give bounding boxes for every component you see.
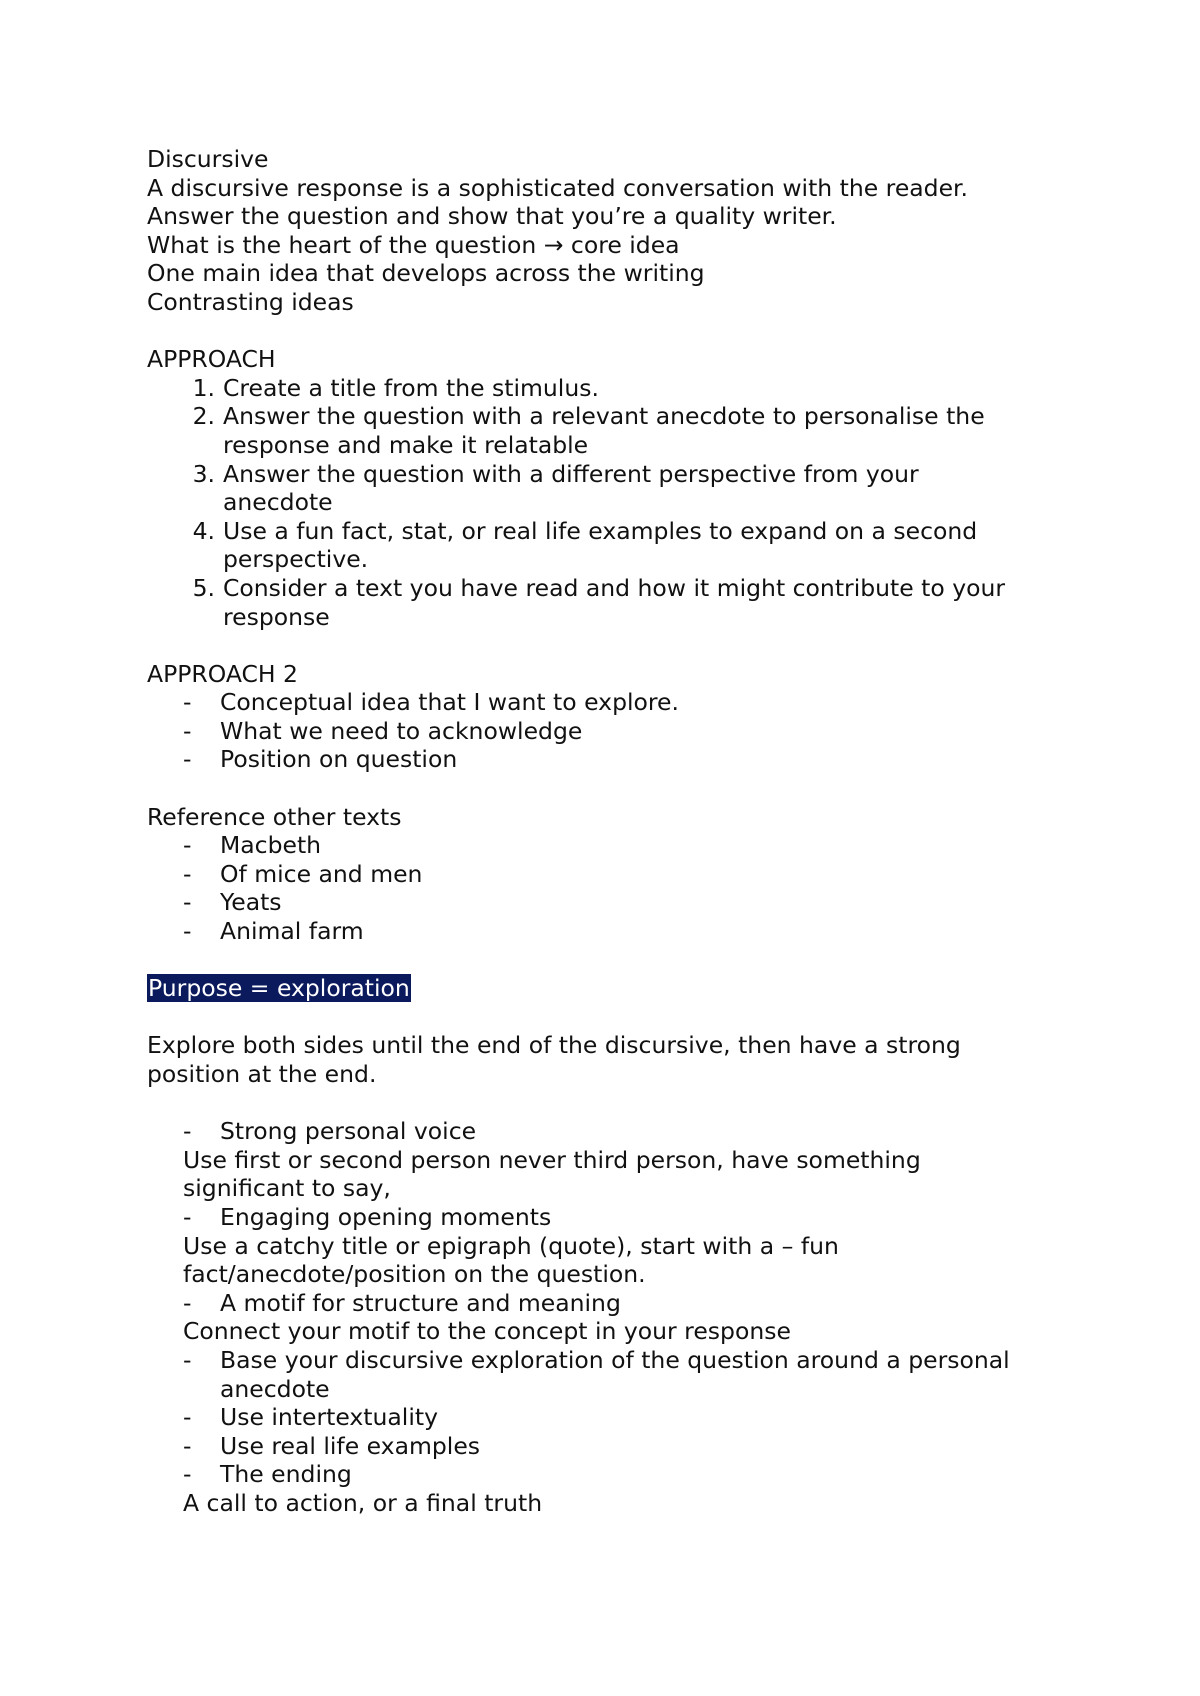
list-item: [147, 1346, 1067, 1403]
list-number: 3.: [192, 459, 215, 488]
list-item: [147, 1203, 1067, 1232]
intro-line: One main idea that develops across the writing: [147, 259, 705, 288]
spacer: [147, 1089, 1067, 1118]
dash-marker: -: [183, 888, 192, 917]
feature-description: Connect your motif to the concept in your response: [183, 1317, 791, 1346]
list-item: [147, 460, 1067, 517]
references-heading: Reference other texts: [147, 802, 402, 831]
dash-marker: -: [183, 917, 192, 946]
dash-marker: -: [183, 1202, 192, 1231]
list-item: [147, 1432, 1067, 1461]
explore-paragraph: Explore both sides until the end of the discursive, then have a strong position at the end.: [147, 1031, 961, 1088]
list-item: [147, 688, 1067, 717]
list-item-text: A motif for structure and meaning: [220, 1288, 621, 1317]
dash-marker: -: [183, 1431, 192, 1460]
list-item-text: Animal farm: [220, 917, 364, 946]
dash-marker: -: [183, 1117, 192, 1146]
list-item: [147, 1460, 1067, 1489]
list-item-text: Create a title from the stimulus.: [223, 373, 599, 402]
intro-line: What is the heart of the question → core idea: [147, 230, 680, 259]
list-item-text: Of mice and men: [220, 859, 423, 888]
purpose-highlight: Purpose = exploration: [148, 974, 410, 1003]
approach2-heading: APPROACH 2: [147, 659, 298, 688]
spacer: [147, 1003, 1067, 1032]
dash-marker: -: [183, 1460, 192, 1489]
list-item-text: The ending: [220, 1460, 352, 1489]
feature-description: Use a catchy title or epigraph (quote), start with a – fun fact/anecdote/position on the question.: [183, 1231, 839, 1289]
list-item: [147, 574, 1067, 631]
dash-marker: -: [183, 688, 192, 717]
list-item-text: Position on question: [220, 745, 458, 774]
references-section: [147, 803, 1067, 946]
list-item-text: Engaging opening moments: [220, 1202, 552, 1231]
list-item: [147, 831, 1067, 860]
list-item-text: Consider a text you have read and how it might contribute to your response: [223, 573, 1006, 631]
features-section: [147, 1117, 1067, 1517]
intro-line: A discursive response is a sophisticated conversation with the reader.: [147, 173, 969, 202]
list-number: 2.: [192, 402, 215, 431]
dash-marker: -: [183, 1403, 192, 1432]
list-item-text: Macbeth: [220, 831, 322, 860]
approach-numbered-list: [147, 374, 1067, 631]
list-item-text: Use a fun fact, stat, or real life examples to expand on a second perspective.: [223, 516, 978, 574]
list-item-text: Conceptual idea that I want to explore.: [220, 688, 679, 717]
feature-description: A call to action, or a final truth: [183, 1488, 543, 1517]
list-item-text: Strong personal voice: [220, 1117, 477, 1146]
spacer: [147, 774, 1067, 803]
approach2-section: [147, 660, 1067, 774]
document-heading: Discursive: [147, 145, 269, 173]
feature-description: Use first or second person never third person, have something significant to say,: [183, 1145, 921, 1203]
list-item: [147, 402, 1067, 459]
list-item-text: Yeats: [220, 888, 282, 917]
purpose-line: [147, 974, 1067, 1003]
list-item-text: Answer the question with a different perspective from your anecdote: [223, 459, 919, 517]
approach-heading: APPROACH: [147, 345, 276, 374]
document-page: [147, 145, 1067, 1518]
list-item-text: Base your discursive exploration of the question around a personal anecdote: [220, 1345, 1010, 1403]
list-item: [147, 1403, 1067, 1432]
spacer: [147, 631, 1067, 660]
dash-marker: -: [183, 1288, 192, 1317]
list-item-text: Answer the question with a relevant anecdote to personalise the response and make it relatable: [223, 402, 985, 459]
list-item: [147, 860, 1067, 889]
dash-marker: -: [183, 745, 192, 774]
intro-line: Contrasting ideas: [147, 287, 354, 316]
list-number: 4.: [192, 516, 215, 545]
list-item: [147, 717, 1067, 746]
list-item: [147, 745, 1067, 774]
spacer: [147, 946, 1067, 975]
list-item-text: What we need to acknowledge: [220, 716, 583, 745]
list-item: [147, 888, 1067, 917]
list-item: [147, 1289, 1067, 1318]
list-item-text: Use real life examples: [220, 1431, 481, 1460]
spacer: [147, 317, 1067, 346]
dash-marker: -: [183, 1345, 192, 1374]
list-item: [147, 1117, 1067, 1146]
intro-line: Answer the question and show that you’re a quality writer.: [147, 202, 837, 231]
list-item: [147, 917, 1067, 946]
list-number: 1.: [192, 373, 215, 402]
list-number: 5.: [192, 573, 215, 602]
list-item-text: Use intertextuality: [220, 1403, 438, 1432]
dash-marker: -: [183, 859, 192, 888]
list-item: [147, 374, 1067, 403]
dash-marker: -: [183, 831, 192, 860]
list-item: [147, 517, 1067, 574]
dash-marker: -: [183, 716, 192, 745]
